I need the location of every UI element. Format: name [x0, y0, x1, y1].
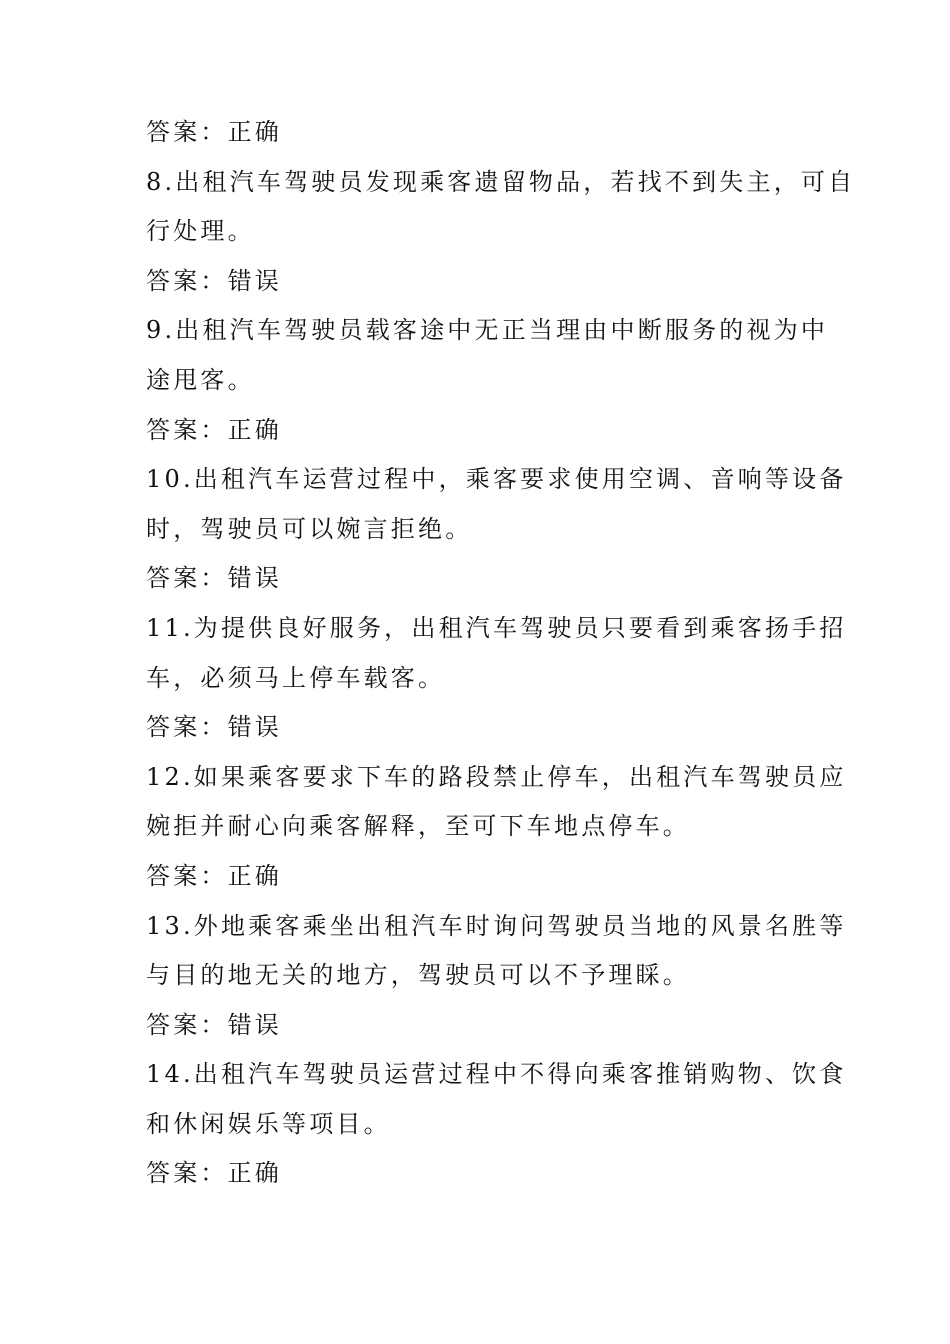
question-11-line-1: 11.为提供良好服务，出租汽车驾驶员只要看到乘客扬手招: [146, 613, 847, 642]
answer-line: 答案：正确: [146, 415, 282, 444]
question-13-line-2: 与目的地无关的地方，驾驶员可以不予理睬。: [146, 961, 690, 990]
answer-line: 答案：正确: [146, 1159, 282, 1188]
answer-line: 答案：正确: [146, 861, 282, 890]
question-12-line-1: 12.如果乘客要求下车的路段禁止停车，出租汽车驾驶员应: [146, 762, 847, 791]
question-14-line-2: 和休闲娱乐等项目。: [146, 1109, 391, 1138]
question-8-line-1: 8.出租汽车驾驶员发现乘客遗留物品，若找不到失主，可自: [146, 167, 856, 196]
question-8-line-2: 行处理。: [146, 217, 255, 246]
question-12-line-2: 婉拒并耐心向乘客解释，至可下车地点停车。: [146, 812, 690, 841]
answer-line: 答案：正确: [146, 118, 282, 146]
answer-line: 答案：错误: [146, 1010, 282, 1039]
document-page: [146, 108, 856, 1199]
answer-line: 答案：错误: [146, 713, 282, 742]
question-9-line-2: 途甩客。: [146, 365, 255, 394]
question-13-line-1: 13.外地乘客乘坐出租汽车时询问驾驶员当地的风景名胜等: [146, 911, 847, 940]
question-14-line-1: 14.出租汽车驾驶员运营过程中不得向乘客推销购物、饮食: [146, 1060, 847, 1089]
question-10-line-1: 10.出租汽车运营过程中，乘客要求使用空调、音响等设备: [146, 465, 847, 494]
answer-line: 答案：错误: [146, 266, 282, 295]
question-11-line-2: 车，必须马上停车载客。: [146, 663, 446, 692]
answer-line: 答案：错误: [146, 564, 282, 593]
question-9-line-1: 9.出租汽车驾驶员载客途中无正当理由中断服务的视为中: [146, 316, 829, 345]
question-10-line-2: 时，驾驶员可以婉言拒绝。: [146, 514, 473, 543]
